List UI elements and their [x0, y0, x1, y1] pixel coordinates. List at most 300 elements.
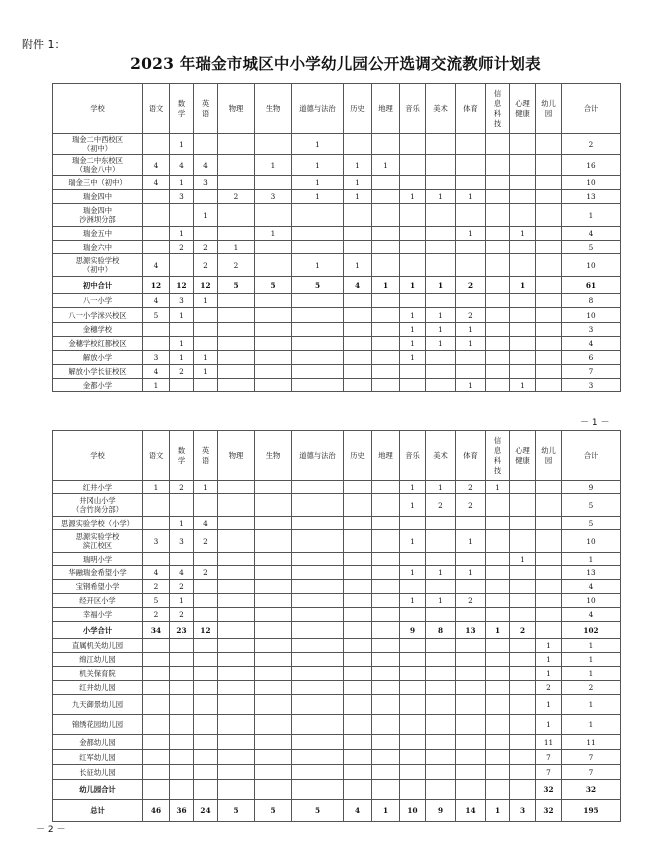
count-cell [292, 750, 344, 765]
column-header: 合计 [562, 431, 621, 481]
total-cell: 6 [562, 351, 621, 365]
count-cell: 2 [194, 241, 218, 254]
count-cell [218, 365, 255, 379]
school-name-cell: 华融瑞金希望小学 [53, 566, 143, 580]
count-cell [426, 681, 456, 695]
count-cell [426, 176, 456, 190]
table-row [53, 653, 621, 667]
count-cell [194, 580, 218, 594]
count-cell [486, 494, 510, 517]
count-cell: 1 [194, 204, 218, 227]
count-cell [344, 241, 372, 254]
school-name-cell: 锦绣花园幼儿园 [53, 715, 143, 735]
count-cell [400, 735, 426, 750]
table-row [53, 337, 621, 351]
count-cell [218, 204, 255, 227]
count-cell [218, 379, 255, 392]
count-cell [170, 553, 194, 566]
count-cell [372, 653, 400, 667]
count-cell [372, 715, 400, 735]
total-cell: 1 [562, 667, 621, 681]
table-row [53, 566, 621, 580]
count-cell [536, 337, 562, 351]
count-cell [194, 765, 218, 780]
count-cell [143, 715, 170, 735]
count-cell [255, 639, 292, 653]
total-cell: 102 [562, 622, 621, 639]
count-cell [536, 294, 562, 308]
subtotal-row [53, 800, 621, 822]
count-cell [400, 695, 426, 715]
count-cell [344, 735, 372, 750]
count-cell: 2 [426, 494, 456, 517]
count-cell [372, 494, 400, 517]
count-cell [344, 323, 372, 337]
count-cell [486, 765, 510, 780]
total-cell: 8 [562, 294, 621, 308]
count-cell [536, 580, 562, 594]
count-cell [292, 517, 344, 530]
table-row [53, 594, 621, 608]
count-cell [170, 765, 194, 780]
count-cell: 1 [400, 566, 426, 580]
count-cell [372, 639, 400, 653]
count-cell [456, 681, 486, 695]
count-cell [218, 622, 255, 639]
count-cell: 2 [194, 254, 218, 277]
count-cell: 1 [170, 134, 194, 155]
count-cell: 1 [400, 494, 426, 517]
count-cell [292, 715, 344, 735]
table-row [53, 176, 621, 190]
count-cell [255, 517, 292, 530]
count-cell: 1 [456, 337, 486, 351]
count-cell: 4 [194, 155, 218, 176]
count-cell [536, 323, 562, 337]
count-cell [372, 204, 400, 227]
count-cell [372, 765, 400, 780]
count-cell [170, 780, 194, 800]
total-cell: 1 [562, 639, 621, 653]
table-row [53, 155, 621, 176]
count-cell [292, 780, 344, 800]
total-cell: 1 [562, 695, 621, 715]
count-cell [510, 176, 536, 190]
count-cell [456, 750, 486, 765]
table-row [53, 715, 621, 735]
count-cell [426, 580, 456, 594]
count-cell [255, 530, 292, 553]
count-cell [218, 337, 255, 351]
count-cell: 1 [194, 351, 218, 365]
total-cell: 1 [562, 715, 621, 735]
count-cell [372, 176, 400, 190]
count-cell [218, 750, 255, 765]
count-cell [344, 653, 372, 667]
total-cell: 2 [562, 681, 621, 695]
count-cell [292, 351, 344, 365]
count-cell [344, 639, 372, 653]
count-cell [486, 580, 510, 594]
document-title: 2023 年瑞金市城区中小学幼儿园公开选调交流教师计划表 [130, 54, 541, 73]
count-cell: 1 [170, 517, 194, 530]
count-cell [426, 765, 456, 780]
count-cell [486, 681, 510, 695]
count-cell [510, 155, 536, 176]
count-cell [400, 365, 426, 379]
count-cell: 1 [344, 176, 372, 190]
column-header: 学校 [53, 431, 143, 481]
table-row [53, 294, 621, 308]
count-cell: 1 [426, 277, 456, 294]
count-cell [218, 594, 255, 608]
count-cell [218, 765, 255, 780]
count-cell [292, 227, 344, 241]
count-cell [292, 608, 344, 622]
count-cell [218, 494, 255, 517]
count-cell: 1 [255, 227, 292, 241]
column-header: 历史 [344, 84, 372, 134]
total-cell: 7 [562, 765, 621, 780]
count-cell [143, 227, 170, 241]
count-cell [486, 204, 510, 227]
count-cell [426, 715, 456, 735]
school-name-cell: 机关保育院 [53, 667, 143, 681]
count-cell [218, 308, 255, 323]
column-header: 心理 健康 [510, 84, 536, 134]
count-cell [486, 608, 510, 622]
count-cell [255, 695, 292, 715]
count-cell [255, 715, 292, 735]
count-cell: 2 [143, 608, 170, 622]
count-cell [218, 653, 255, 667]
count-cell: 2 [456, 594, 486, 608]
school-name-cell: 红井小学 [53, 481, 143, 494]
count-cell [255, 308, 292, 323]
count-cell [536, 227, 562, 241]
count-cell [400, 553, 426, 566]
count-cell [344, 580, 372, 594]
count-cell [292, 667, 344, 681]
school-name-cell: 经开区小学 [53, 594, 143, 608]
total-cell: 13 [562, 190, 621, 204]
count-cell [456, 553, 486, 566]
school-name-cell: 绵江幼儿园 [53, 653, 143, 667]
count-cell [456, 580, 486, 594]
count-cell [400, 227, 426, 241]
count-cell [143, 735, 170, 750]
count-cell: 1 [486, 481, 510, 494]
count-cell [292, 695, 344, 715]
count-cell: 3 [170, 530, 194, 553]
count-cell: 11 [536, 735, 562, 750]
count-cell [143, 639, 170, 653]
count-cell [255, 204, 292, 227]
count-cell [255, 134, 292, 155]
subtotal-row [53, 622, 621, 639]
count-cell [486, 277, 510, 294]
count-cell [218, 323, 255, 337]
count-cell [372, 695, 400, 715]
school-name-cell: 八一小学 [53, 294, 143, 308]
count-cell [456, 608, 486, 622]
count-cell [400, 379, 426, 392]
count-cell [344, 134, 372, 155]
count-cell [372, 481, 400, 494]
table-row [53, 494, 621, 517]
count-cell [143, 667, 170, 681]
count-cell: 1 [456, 379, 486, 392]
count-cell [400, 204, 426, 227]
attachment-label: 附件 1： [22, 38, 66, 51]
count-cell [218, 681, 255, 695]
count-cell [292, 622, 344, 639]
count-cell [486, 553, 510, 566]
count-cell: 1 [400, 337, 426, 351]
count-cell [344, 294, 372, 308]
total-cell: 4 [562, 580, 621, 594]
count-cell [372, 323, 400, 337]
count-cell [510, 566, 536, 580]
count-cell [255, 667, 292, 681]
count-cell [510, 653, 536, 667]
count-cell [170, 254, 194, 277]
total-cell: 3 [562, 323, 621, 337]
count-cell [292, 379, 344, 392]
column-header: 音乐 [400, 84, 426, 134]
count-cell [486, 594, 510, 608]
count-cell [486, 155, 510, 176]
total-cell: 13 [562, 566, 621, 580]
count-cell: 32 [536, 800, 562, 822]
count-cell [344, 365, 372, 379]
count-cell [255, 653, 292, 667]
count-cell: 2 [456, 494, 486, 517]
count-cell: 1 [426, 481, 456, 494]
count-cell [486, 695, 510, 715]
count-cell [255, 566, 292, 580]
count-cell [536, 277, 562, 294]
table-row [53, 365, 621, 379]
count-cell [255, 750, 292, 765]
count-cell [486, 379, 510, 392]
count-cell [372, 379, 400, 392]
count-cell [194, 695, 218, 715]
count-cell: 2 [510, 622, 536, 639]
count-cell: 1 [536, 695, 562, 715]
table-row [53, 765, 621, 780]
count-cell: 4 [194, 517, 218, 530]
count-cell [170, 379, 194, 392]
count-cell [536, 308, 562, 323]
total-cell: 61 [562, 277, 621, 294]
count-cell [536, 176, 562, 190]
count-cell [292, 580, 344, 594]
count-cell [510, 715, 536, 735]
count-cell [372, 254, 400, 277]
total-cell: 5 [562, 241, 621, 254]
count-cell [218, 176, 255, 190]
count-cell [194, 667, 218, 681]
count-cell [426, 653, 456, 667]
count-cell [426, 379, 456, 392]
total-cell: 1 [562, 553, 621, 566]
count-cell [218, 566, 255, 580]
count-cell: 1 [344, 190, 372, 204]
count-cell: 8 [426, 622, 456, 639]
school-name-cell: 瑞金六中 [53, 241, 143, 254]
count-cell [486, 530, 510, 553]
total-cell: 4 [562, 337, 621, 351]
count-cell [456, 780, 486, 800]
count-cell: 3 [255, 190, 292, 204]
count-cell: 3 [143, 530, 170, 553]
count-cell [194, 227, 218, 241]
page-number: － 2 － [36, 825, 66, 835]
count-cell: 1 [536, 667, 562, 681]
count-cell [400, 750, 426, 765]
count-cell [194, 134, 218, 155]
count-cell: 1 [170, 351, 194, 365]
count-cell: 4 [344, 277, 372, 294]
count-cell [255, 622, 292, 639]
column-header: 英 语 [194, 431, 218, 481]
column-header: 体育 [456, 84, 486, 134]
count-cell [510, 608, 536, 622]
count-cell [486, 227, 510, 241]
count-cell [170, 494, 194, 517]
count-cell [372, 735, 400, 750]
total-cell: 11 [562, 735, 621, 750]
table-row [53, 481, 621, 494]
count-cell [400, 780, 426, 800]
count-cell: 9 [400, 622, 426, 639]
count-cell: 1 [536, 639, 562, 653]
count-cell [143, 517, 170, 530]
count-cell: 5 [143, 308, 170, 323]
school-name-cell: 瑞明小学 [53, 553, 143, 566]
count-cell [486, 134, 510, 155]
count-cell [143, 494, 170, 517]
table-row [53, 639, 621, 653]
count-cell [292, 594, 344, 608]
count-cell [170, 750, 194, 765]
count-cell [400, 294, 426, 308]
count-cell: 3 [170, 294, 194, 308]
count-cell [456, 176, 486, 190]
count-cell [143, 190, 170, 204]
header-row [53, 431, 621, 481]
count-cell [486, 176, 510, 190]
count-cell: 7 [536, 765, 562, 780]
total-cell: 9 [562, 481, 621, 494]
count-cell [255, 379, 292, 392]
count-cell [426, 155, 456, 176]
count-cell [372, 241, 400, 254]
count-cell [536, 481, 562, 494]
count-cell: 3 [194, 176, 218, 190]
count-cell [218, 639, 255, 653]
column-header: 生物 [255, 431, 292, 481]
school-name-cell: 解放小学长征校区 [53, 365, 143, 379]
count-cell: 5 [292, 800, 344, 822]
count-cell [194, 681, 218, 695]
count-cell [170, 204, 194, 227]
count-cell [218, 155, 255, 176]
count-cell [255, 254, 292, 277]
count-cell [255, 481, 292, 494]
school-name-cell: 瑞金二中西校区 （初中） [53, 134, 143, 155]
count-cell [486, 365, 510, 379]
count-cell: 1 [194, 365, 218, 379]
count-cell: 5 [218, 800, 255, 822]
count-cell: 2 [170, 481, 194, 494]
count-cell: 1 [400, 323, 426, 337]
count-cell [510, 667, 536, 681]
count-cell [344, 765, 372, 780]
count-cell [292, 365, 344, 379]
count-cell [292, 735, 344, 750]
count-cell [218, 294, 255, 308]
count-cell: 3 [143, 351, 170, 365]
column-header: 幼儿 园 [536, 84, 562, 134]
count-cell: 1 [170, 308, 194, 323]
count-cell: 1 [486, 800, 510, 822]
count-cell [536, 241, 562, 254]
school-name-cell: 瑞金二中东校区 （瑞金八中） [53, 155, 143, 176]
count-cell [372, 566, 400, 580]
count-cell: 1 [536, 715, 562, 735]
count-cell [194, 553, 218, 566]
table-row [53, 254, 621, 277]
count-cell [344, 530, 372, 553]
count-cell: 1 [143, 379, 170, 392]
count-cell [536, 351, 562, 365]
column-header: 地理 [372, 431, 400, 481]
count-cell: 2 [456, 308, 486, 323]
count-cell [400, 715, 426, 735]
school-name-cell: 红井幼儿园 [53, 681, 143, 695]
count-cell [344, 681, 372, 695]
column-header: 道德与法治 [292, 84, 344, 134]
count-cell: 1 [194, 294, 218, 308]
count-cell [344, 481, 372, 494]
count-cell: 3 [170, 190, 194, 204]
count-cell: 1 [426, 594, 456, 608]
count-cell [456, 653, 486, 667]
count-cell [292, 765, 344, 780]
plan-table-page2 [52, 430, 621, 822]
count-cell [486, 254, 510, 277]
total-cell: 10 [562, 530, 621, 553]
column-header: 历史 [344, 431, 372, 481]
count-cell: 23 [170, 622, 194, 639]
column-header: 语文 [143, 84, 170, 134]
count-cell [400, 580, 426, 594]
count-cell: 2 [170, 580, 194, 594]
count-cell [344, 351, 372, 365]
count-cell [344, 227, 372, 241]
count-cell: 2 [218, 254, 255, 277]
count-cell [255, 337, 292, 351]
total-cell: 10 [562, 176, 621, 190]
count-cell [536, 254, 562, 277]
count-cell: 5 [255, 277, 292, 294]
count-cell [510, 254, 536, 277]
count-cell [255, 681, 292, 695]
table-row [53, 608, 621, 622]
count-cell: 2 [143, 580, 170, 594]
